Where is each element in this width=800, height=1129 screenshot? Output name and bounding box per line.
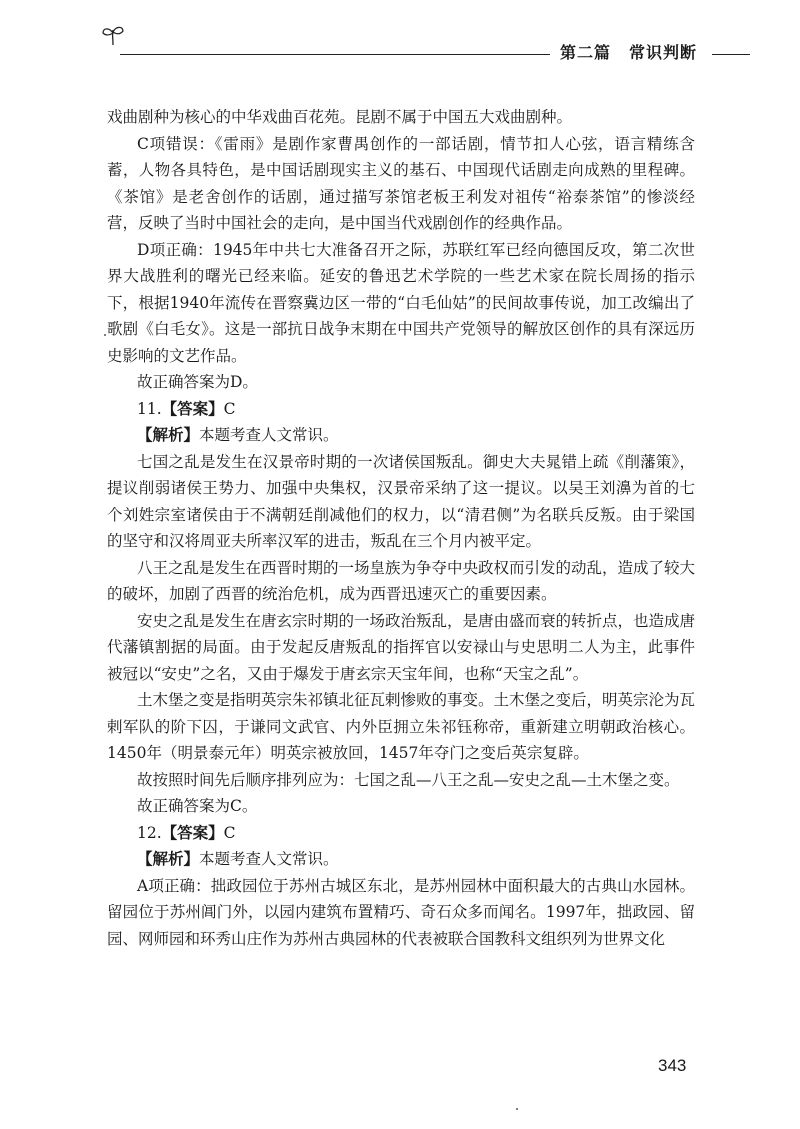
body-paragraph: D项正确：1945年中共七大准备召开之际，苏联红军已经向德国反攻，第二次世界大战胜利的曙光已经来临。延安的鲁迅艺术学院的一些艺术家在院长周扬的指示下，根据1940年流传在晋察冀边区一带的“白毛仙姑”的民间故事传说，加工改编出了歌剧《白毛女》。这是一部抗日战争末期在中国共产党领导的解放区创作的具有深远历史影响的文艺作品。 <box>107 240 695 365</box>
q11-paragraph: 安史之乱是发生在唐玄宗时期的一场政治叛乱，是唐由盛而衰的转折点，也造成唐代藩镇割据的局面。由于发起反唐叛乱的指挥官以安禄山与史思明二人为主，此事件被冠以“安史”之名，又由于爆发于唐玄宗天宝年间，也称“天宝之乱”。 <box>107 611 696 683</box>
page-body <box>107 104 695 952</box>
q11-paragraph: 故正确答案为C。 <box>137 797 258 815</box>
running-head-section: 常识判断 <box>629 43 698 62</box>
q11-analysis-tag: 【解析】 <box>137 426 200 444</box>
q12-analysis-line <box>107 846 695 873</box>
q11-paragraph: 土木堡之变是指明英宗朱祁镇北征瓦剌惨败的事变。土木堡之变后，明英宗沦为瓦剌军队的阶下囚，于谦同文武官、内外臣拥立朱祁钰称帝，重新建立明朝政治核心。1450年（明景泰元年）明英宗被放回，1457年夺门之变后英宗复辟。 <box>107 691 696 762</box>
q11-paragraph: 八王之乱是发生在西晋时期的一场皇族为争夺中央政权而引发的动乱，造成了较大的破坏，加剧了西晋的统治危机，成为西晋迅速灭亡的重要因素。 <box>107 558 696 603</box>
body-paragraph: 戏曲剧种为核心的中华戏曲百花苑。昆剧不属于中国五大戏曲剧种。 <box>107 108 573 126</box>
body-paragraph: 故正确答案为D。 <box>137 373 258 391</box>
scan-speck <box>104 334 106 336</box>
running-head <box>560 40 697 63</box>
header-rule-right <box>712 54 750 55</box>
sprout-icon <box>100 24 126 46</box>
scan-speck <box>516 1108 518 1110</box>
body-paragraph: C项错误：《雷雨》是剧作家曹禺创作的一部话剧，情节扣人心弦，语言精练含蓄，人物各具特色，是中国话剧现实主义的基石、中国现代话剧走向成熟的里程碑。《茶馆》是老舍创作的话剧，通过描写茶馆老板王利发对祖传“裕泰茶馆”的惨淡经营，反映了当时中国社会的走向，是中国当代戏剧创作的经典作品。 <box>107 134 695 232</box>
header-rule-left <box>120 54 550 55</box>
q12-number: 12. <box>137 823 162 842</box>
q12-answer-tag: 【答案】 <box>161 823 224 842</box>
page-header <box>0 0 800 70</box>
running-head-part: 第二篇 <box>560 43 612 62</box>
q11-paragraph: 故按照时间先后顺序排列应为：七国之乱—八王之乱—安史之乱—土木堡之变。 <box>137 770 680 789</box>
q11-answer: C <box>223 399 236 418</box>
q11-answer-tag: 【答案】 <box>161 399 224 418</box>
q11-number: 11. <box>137 399 162 418</box>
q12-analysis-tag: 【解析】 <box>137 850 200 868</box>
q12-paragraph: A项正确：拙政园位于苏州古城区东北，是苏州园林中面积最大的古典山水园林。留园位于苏州阊门外，以园内建筑布置精巧、奇石众多而闻名。1997年，拙政园、留园、网师园和环秀山庄作为苏州古典园林的代表被联合国教科文组织列为世界文化 <box>107 876 695 948</box>
q12-answer: C <box>223 823 236 842</box>
q11-analysis: 本题考查人文常识。 <box>199 426 339 444</box>
q12-answer-line <box>107 820 695 847</box>
q11-paragraph: 七国之乱是发生在汉景帝时期的一次诸侯国叛乱。御史大夫晁错上疏《削藩策》，提议削弱诸侯王势力、加强中央集权，汉景帝采纳了这一提议。以吴王刘濞为首的七个刘姓宗室诸侯由于不满朝廷削减他们的权力，以“清君侧”为名联兵反叛。由于梁国的坚守和汉将周亚夫所率汉军的进击，叛乱在三个月内被平定。 <box>107 452 695 550</box>
q11-analysis-line <box>107 422 695 449</box>
q11-answer-line <box>107 396 695 423</box>
page-number: 343 <box>658 1056 687 1075</box>
q12-analysis: 本题考查人文常识。 <box>199 850 339 868</box>
